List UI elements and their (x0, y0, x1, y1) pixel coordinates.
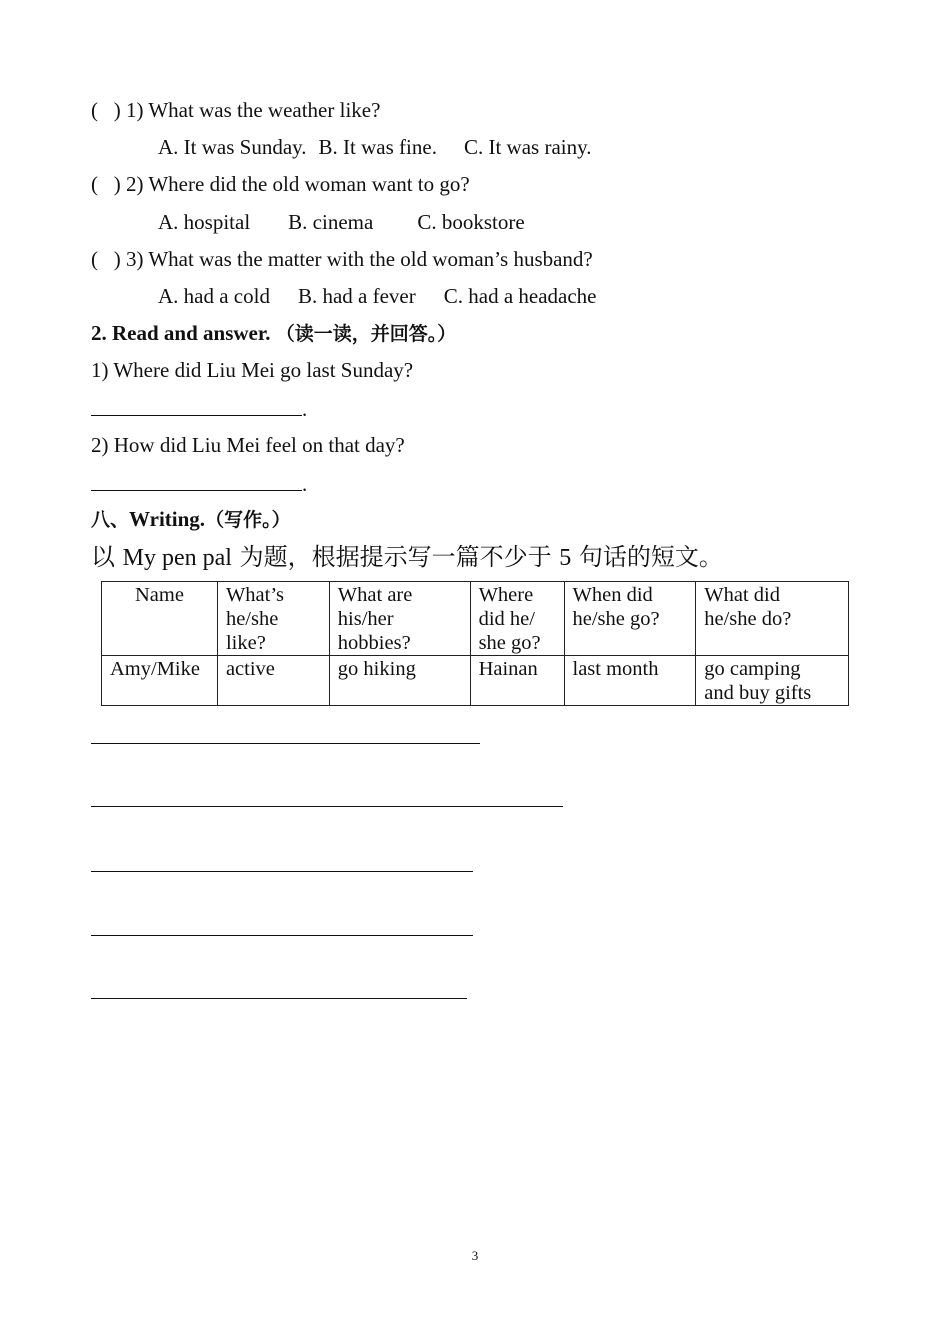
page-number: 3 (471, 1248, 479, 1263)
question-text: What was the weather like? (148, 98, 381, 122)
header-cell: Name (102, 582, 218, 656)
read-question-1: 1) Where did Liu Mei go last Sunday? (91, 358, 414, 382)
question-2-options (158, 209, 525, 235)
option-c: C. It was rainy. (463, 135, 592, 159)
table-header-row (102, 582, 849, 656)
writing-prompt: 以 My pen pal 为题，根据提示写一篇不少于 5 句话的短文。 (91, 543, 723, 571)
hint-table (101, 581, 849, 706)
option-b: B. had a fever (297, 284, 416, 308)
option-b: B. cinema (288, 210, 374, 234)
header-cell: What are his/her hobbies? (329, 582, 470, 656)
header-cell: Where did he/ she go? (470, 582, 564, 656)
table-cell: Amy/Mike (102, 656, 218, 706)
section-8-title-cn: （写作。） (205, 509, 291, 531)
table-cell: Hainan (470, 656, 564, 706)
question-1-options (158, 134, 591, 160)
table-row (102, 656, 849, 706)
option-a: A. hospital (158, 210, 251, 234)
header-cell: What’s he/she like? (217, 582, 329, 656)
option-c: C. bookstore (417, 210, 525, 234)
essay-title: My pen pal (122, 545, 232, 571)
header-cell: What did he/she do? (696, 582, 849, 656)
writing-line-4[interactable] (91, 935, 473, 936)
question-3 (91, 246, 593, 272)
header-cell: When did he/she go? (564, 582, 696, 656)
table-cell: go hiking (329, 656, 470, 706)
table-cell: last month (564, 656, 696, 706)
read-question-2: 2) How did Liu Mei feel on that day? (91, 433, 405, 457)
blank-period: . (302, 397, 308, 421)
option-a: A. It was Sunday. (158, 135, 307, 159)
answer-bracket: ( ) 1) (91, 98, 149, 122)
table-cell: active (217, 656, 329, 706)
option-a: A. had a cold (158, 284, 270, 308)
answer-bracket: ( ) 2) (91, 172, 149, 196)
question-1 (91, 97, 380, 123)
option-c: C. had a headache (443, 284, 597, 308)
answer-blank-1[interactable] (91, 415, 302, 416)
section-2-title-cn: （读一读，并回答。） (275, 323, 457, 345)
question-2 (91, 171, 470, 197)
answer-blank-2[interactable] (91, 490, 302, 491)
question-text: Where did the old woman want to go? (148, 172, 470, 196)
writing-line-1[interactable] (91, 743, 480, 744)
writing-line-5[interactable] (91, 998, 467, 999)
section-number: 八、 (91, 509, 130, 531)
question-3-options (158, 283, 597, 309)
table-cell: go camping and buy gifts (696, 656, 849, 706)
section-8-heading (91, 506, 291, 533)
blank-period: . (302, 472, 308, 496)
section-8-title: Writing. (129, 507, 206, 531)
writing-line-2[interactable] (91, 806, 563, 807)
section-2-title: 2. Read and answer. (91, 321, 271, 345)
answer-bracket: ( ) 3) (91, 247, 149, 271)
section-2-heading (91, 320, 456, 347)
writing-line-3[interactable] (91, 871, 473, 872)
question-text: What was the matter with the old woman’s husband? (148, 247, 593, 271)
option-b: B. It was fine. (318, 135, 437, 159)
